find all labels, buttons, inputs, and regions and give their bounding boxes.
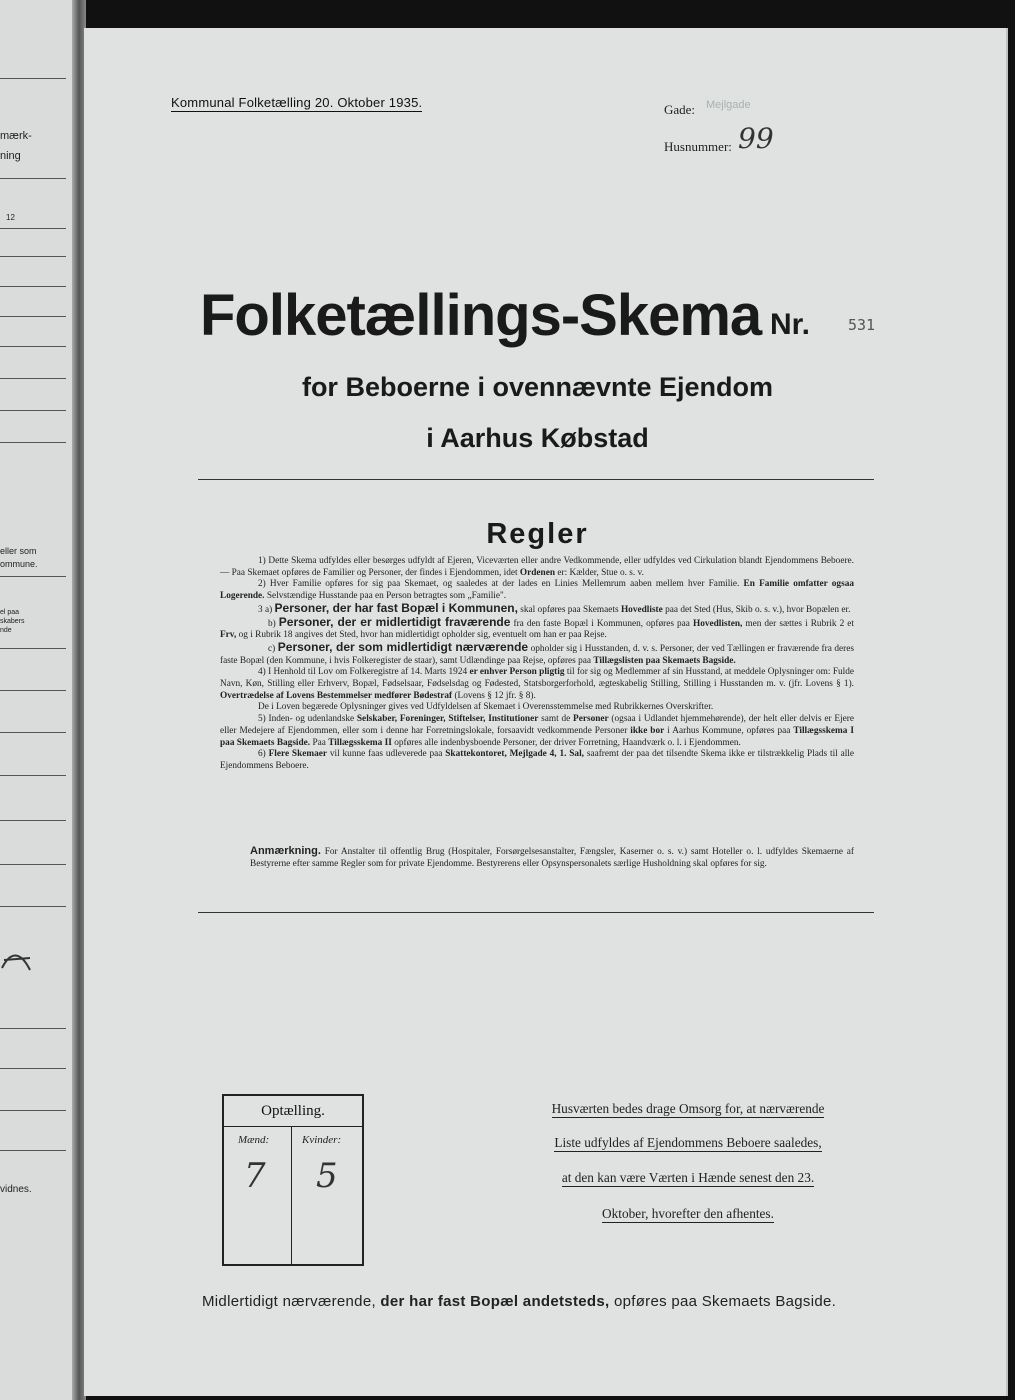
rule-6: 6) Flere Skemaer vil kunne faas udleverede paa Skattekontoret, Mejlgade 4, 1. Sal, saafremt der paa det tilsendte Skema ikke er tilstrækkelig Plads til alle Ejendommens Beboere. — [220, 749, 855, 771]
left-rule — [0, 228, 66, 229]
rule-3a: 3 a) Personer, der har fast Bopæl i Kommunen, skal opføres paa Skemaets Hovedliste paa det Sted (Hus, Skib o. s. v.), hvor Bopælen er. — [258, 600, 851, 615]
house-number-value: 99 — [738, 122, 774, 155]
footer-note: Midlertidigt nærværende, der har fast Bopæl andetsteds, opføres paa Skemaets Bagside. — [202, 1293, 837, 1310]
left-rule — [0, 1110, 66, 1111]
rule-1: 1) Dette Skema udfyldes eller besørges udfyldt af Ejeren, Viceværten eller andre Vedkommende, eller udfyldes ved Cirkulation blandt Ejendommens Beboere. — Paa Skemaet opføres de Familier og Personer, der findes i Ejendommen, idet Ordenen er: Kælder, Stue o. s. v. — [220, 556, 854, 578]
rule-3c: c) Personer, der som midlertidigt nærværende opholder sig i Husstanden, d. v. s. Personer, der ved Tællingen er fraværende fra deres faste Bopæl (den Kommune, i hvis Folkeregister de staar), samt Udlændinge paa Rejse, opføres paa Tillægslisten paa Skemaets Bagside. — [220, 639, 854, 666]
count-box — [222, 1094, 364, 1266]
left-rule — [0, 346, 66, 347]
left-rule — [0, 690, 66, 691]
women-label: Kvinder: — [302, 1134, 342, 1146]
rule-4-note: De i Loven begærede Oplysninger gives ved Udfyldelsen af Skemaet i Overensstemmelse med Rubrikkernes Overskrifter. — [258, 702, 714, 713]
anmaerkning-text: For Anstalter til offentlig Brug (Hospitaler, Forsørgelsesanstalter, Fængsler, Kaserner o. s. v.) samt Hoteller o. l. udfyldes Skemaerne af Bestyrerne efter samme Regler som for private Ejendomme. Bestyrerens eller Opsynspersonalets særlige Husholdning skal opføres for sig. — [250, 847, 854, 869]
left-rule — [0, 410, 66, 411]
anmaerkning-heading: Anmærkning. — [250, 845, 321, 857]
count-box-divider — [291, 1127, 292, 1264]
left-fragment-text: mærk- — [0, 130, 32, 142]
anmaerkning — [250, 846, 854, 871]
left-rule — [0, 732, 66, 733]
notice-line-4: Oktober, hvorefter den afhentes. — [602, 1206, 774, 1221]
count-box-title: Optælling. — [224, 1096, 362, 1127]
form-number-label: Nr. — [770, 308, 811, 341]
women-count: 5 — [316, 1156, 338, 1196]
notice-line-2: Liste udfyldes af Ejendommens Beboere saaledes, — [554, 1135, 822, 1150]
left-rule — [0, 1028, 66, 1029]
rules-text — [220, 556, 854, 773]
left-rule — [0, 648, 66, 649]
form-subtitle-city: i Aarhus Købstad — [426, 423, 649, 453]
street-value: Mejlgade — [706, 99, 751, 111]
street-label: Gade: — [664, 102, 696, 117]
rules-heading: Regler — [486, 518, 589, 550]
left-fragment-text: eller som — [0, 546, 37, 556]
men-label: Mænd: — [238, 1134, 270, 1146]
left-rule — [0, 576, 66, 577]
handwriting-mark — [0, 940, 40, 980]
left-rule — [0, 1150, 66, 1151]
rule-2: 2) Hver Familie opføres for sig paa Skemaet, og saaledes at der lades en Linies Mellemrum aaben mellem hver Familie. En Familie omfatter ogsaa Logerende. Selvstændige Husstande paa en Person betragtes som „Familie". — [220, 579, 854, 602]
notice-line-3: at den kan være Værten i Hænde senest den 23. — [561, 1170, 815, 1185]
left-rule — [0, 178, 66, 179]
left-fragment-text: skabers — [0, 618, 25, 625]
men-count: 7 — [244, 1156, 266, 1196]
census-header: Kommunal Folketælling 20. Oktober 1935. — [171, 95, 423, 110]
left-rule — [0, 820, 66, 821]
left-fragment-text: ning — [0, 150, 21, 162]
rule-4: 4) I Henhold til Lov om Folkeregistre af 14. Marts 1924 er enhver Person pligtig til for sig og Medlemmer af sin Husstand, at meddele Oplysninger om: Fulde Navn, Køn, Stilling eller Erhverv, Bopæl, Fødselsaar, Fødselsdag og Fødested, Statsborgerforhold, ægteskabelig Stilling, Stilling i Husstanden m. v. (jfr. Lovens § 1). Overtrædelse af Lovens Bestemmelser medfører Bødestraf (Lovens § 12 jfr. § 8). — [220, 667, 855, 701]
form-subtitle: for Beboerne i ovennævnte Ejendom — [301, 372, 774, 402]
form-number-value: 531 — [848, 316, 876, 334]
form-title: Folketællings-Skema — [200, 283, 762, 348]
left-fragment-text: el paa — [0, 609, 20, 616]
left-rule — [0, 286, 66, 287]
left-rule — [0, 906, 66, 907]
left-rule — [0, 316, 66, 317]
left-fragment-text: vidnes. — [0, 1184, 32, 1195]
left-fragment-text: 12 — [6, 213, 15, 222]
left-rule — [0, 775, 66, 776]
rule-5: 5) Inden- og udenlandske Selskaber, Foreninger, Stiftelser, Institutioner samt de Personer (ogsaa i Udlandet hjemmehørende), der helt eller delvis er Ejere eller Medejere af Ejendommen, eller som i denne har Forretningslokale, forsaavidt vedkommende Personer ikke bor i Aarhus Kommune, opføres paa Tillægsskema I paa Skemaets Bagside. Paa Tillægsskema II opføres alle indenbysboende Personer, der driver Forretning, Haandværk o. l. i Ejendommen. — [220, 714, 854, 748]
divider — [198, 912, 874, 913]
left-page-fragment — [0, 0, 78, 1400]
left-fragment-text: nde — [0, 627, 12, 634]
left-rule — [0, 78, 66, 79]
left-rule — [0, 864, 66, 865]
divider — [198, 479, 874, 480]
left-rule — [0, 1068, 66, 1069]
left-fragment-text: ommune. — [0, 559, 38, 569]
notice-line-1: Husværten bedes drage Omsorg for, at nærværende — [551, 1101, 825, 1116]
rule-3b: b) Personer, der er midlertidigt fraværende fra den faste Bopæl i Kommunen, opføres paa Hovedlisten, men der sættes i Rubrik 2 et Frv, og i Rubrik 18 angives det Sted, hvor han midlertidigt opholder sig, eventuelt om han er paa Rejse. — [220, 614, 854, 641]
left-rule — [0, 256, 66, 257]
house-number-label: Husnummer: — [664, 139, 732, 154]
